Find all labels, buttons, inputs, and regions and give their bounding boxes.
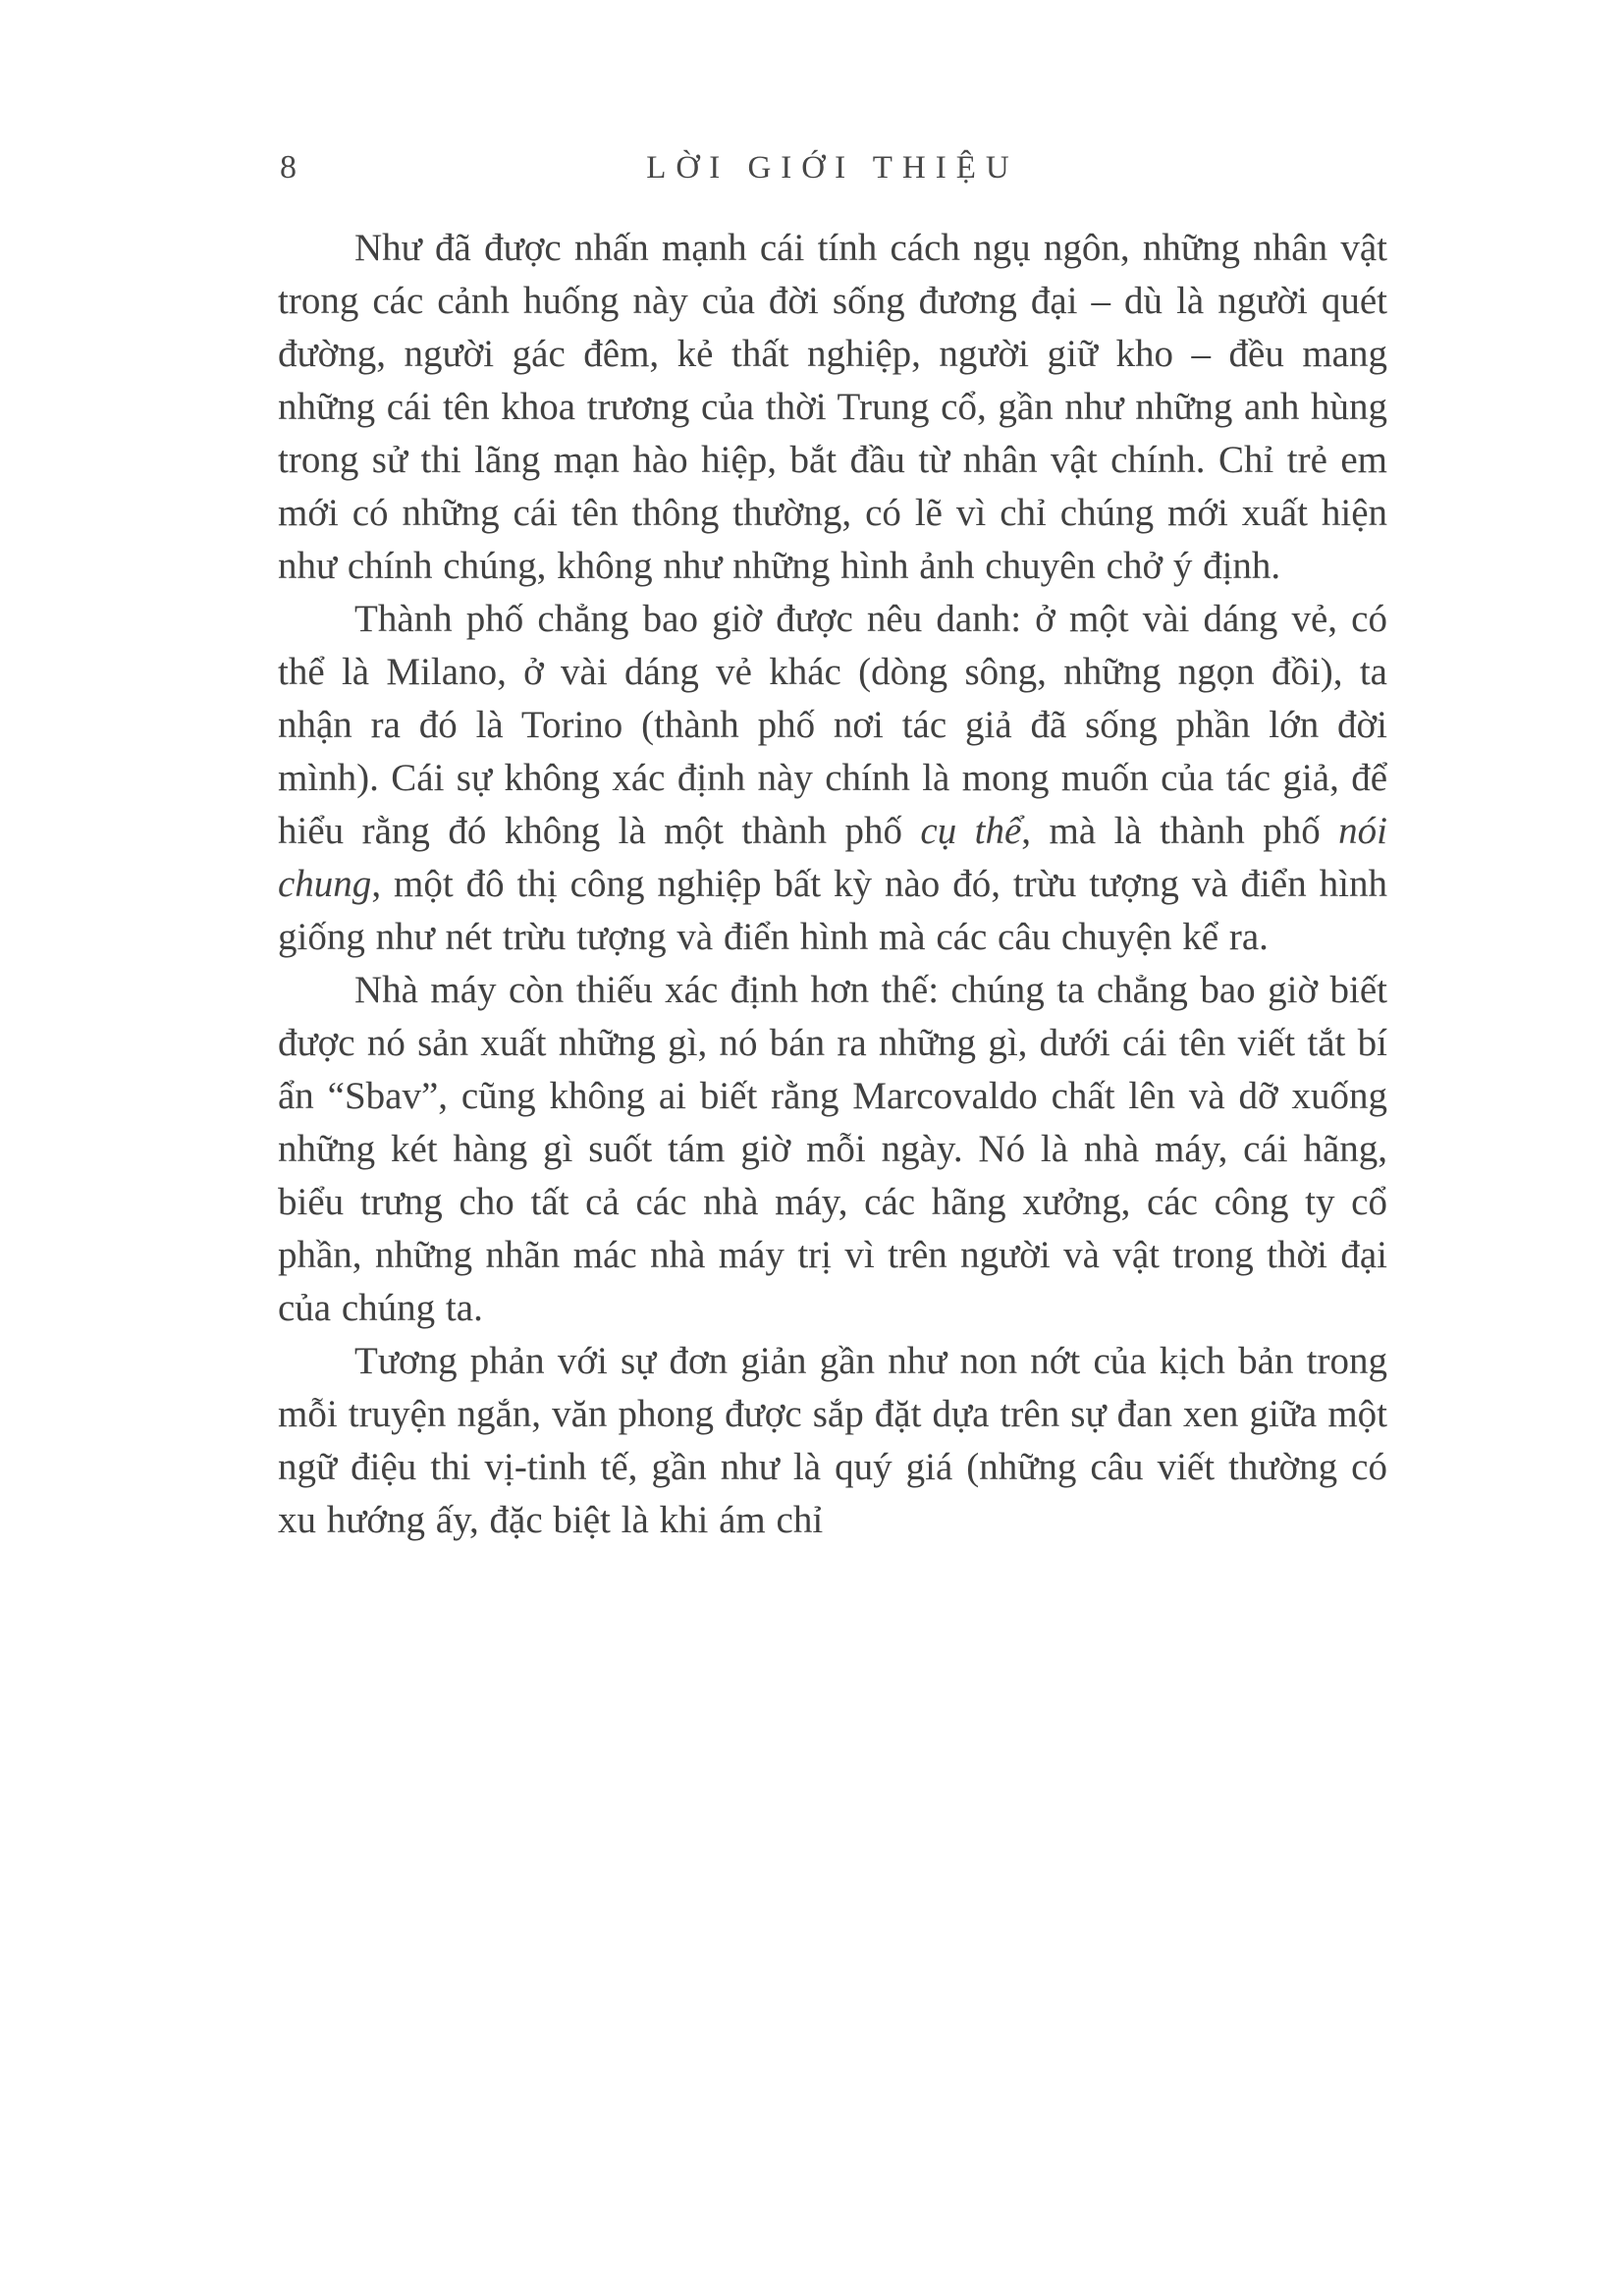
paragraph-text: , mà là thành phố xyxy=(1021,810,1339,852)
page-number: 8 xyxy=(280,149,297,186)
paragraph xyxy=(278,964,1387,1335)
paragraph xyxy=(278,222,1387,593)
paragraph-text: , một đô thị công nghiệp bất kỳ nào đó, trừu tượng và điển hình giống như nét trừu tượng và điển hình mà các câu chuyện kể ra. xyxy=(278,863,1387,958)
paragraph xyxy=(278,593,1387,964)
page-content xyxy=(278,145,1387,1547)
body-text xyxy=(278,222,1387,1547)
paragraph xyxy=(278,1335,1387,1547)
paragraph-text: Tương phản với sự đơn giản gần như non nớt của kịch bản trong mỗi truyện ngắn, văn phong được sắp đặt dựa trên sự đan xen giữa một ngữ điệu thi vị-tinh tế, gần như là quý giá (những câu viết thường có xu hướng ấy, đặc biệt là khi ám chỉ xyxy=(278,1340,1387,1541)
running-header-title: LỜI GIỚI THIỆU xyxy=(646,150,1019,186)
paragraph-text-italic: cụ thể xyxy=(920,810,1022,852)
paragraph-text-italic: nói chung xyxy=(278,810,1388,905)
page-header xyxy=(278,145,1387,190)
paragraph-text: Thành phố chẳng bao giờ được nêu danh: ở một vài dáng vẻ, có thể là Milano, ở vài dáng vẻ khác (dòng sông, những ngọn đồi), ta nhận ra đó là Torino (thành phố nơi tác giả đã sống phần lớn đời mình). Cái sự không xác định này chính là mong muốn của tác giả, để hiểu rằng đó không là một thành phố xyxy=(278,598,1387,852)
paragraph-text: Như đã được nhấn mạnh cái tính cách ngụ ngôn, những nhân vật trong các cảnh huống này của đời sống đương đại – dù là người quét đường, người gác đêm, kẻ thất nghiệp, người giữ kho – đều mang những cái tên khoa trương của thời Trung cổ, gần như những anh hùng trong sử thi lãng mạn hào hiệp, bắt đầu từ nhân vật chính. Chỉ trẻ em mới có những cái tên thông thường, có lẽ vì chỉ chúng mới xuất hiện như chính chúng, không như những hình ảnh chuyên chở ý định. xyxy=(278,227,1387,587)
paragraph-text: Nhà máy còn thiếu xác định hơn thế: chúng ta chẳng bao giờ biết được nó sản xuất những gì, nó bán ra những gì, dưới cái tên viết tắt bí ẩn “Sbav”, cũng không ai biết rằng Marcovaldo chất lên và dỡ xuống những két hàng gì suốt tám giờ mỗi ngày. Nó là nhà máy, cái hãng, biểu trưng cho tất cả các nhà máy, các hãng xưởng, các công ty cổ phần, những nhãn mác nhà máy trị vì trên người và vật trong thời đại của chúng ta. xyxy=(278,969,1387,1329)
